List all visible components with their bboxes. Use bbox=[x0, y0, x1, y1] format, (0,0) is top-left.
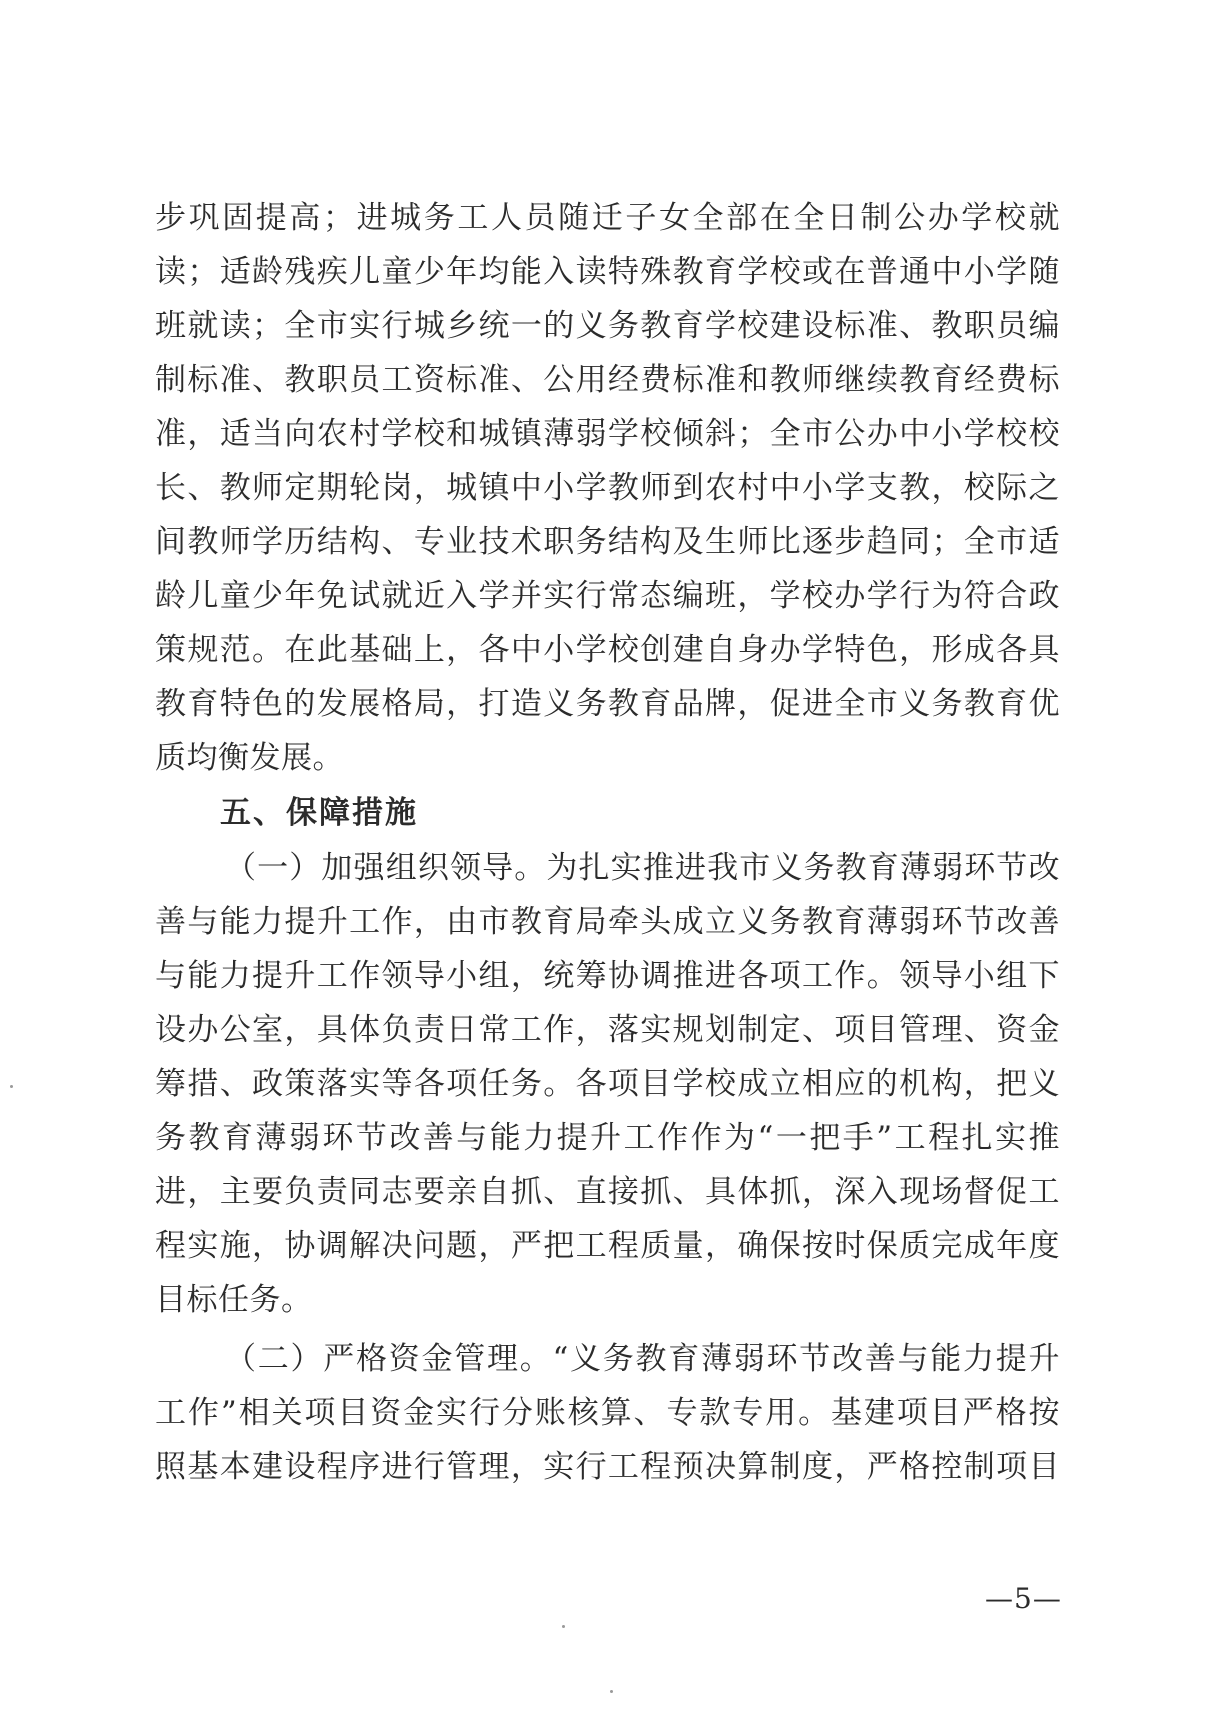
paragraph-1-line: 制标准、教职员工资标准、公用经费标准和教师继续教育经费标 bbox=[155, 362, 1060, 398]
paragraph-2-line: 筹措、政策落实等各项任务。各项目学校成立相应的机构，把义 bbox=[155, 1066, 1060, 1102]
paragraph-2-line: 务教育薄弱环节改善与能力提升工作作为“一把手”工程扎实推 bbox=[155, 1120, 1060, 1156]
page-number: —5— bbox=[985, 1582, 1062, 1615]
paragraph-1-line: 间教师学历结构、专业技术职务结构及生师比逐步趋同；全市适 bbox=[155, 524, 1060, 560]
paragraph-1-line: 质均衡发展。 bbox=[155, 740, 344, 776]
paragraph-1-line: 读；适龄残疾儿童少年均能入读特殊教育学校或在普通中小学随 bbox=[155, 254, 1060, 290]
paragraph-1-line: 长、教师定期轮岗，城镇中小学教师到农村中小学支教，校际之 bbox=[155, 470, 1060, 506]
paragraph-2-line: 善与能力提升工作，由市教育局牵头成立义务教育薄弱环节改善 bbox=[155, 904, 1060, 940]
paragraph-3-line: 照基本建设程序进行管理，实行工程预决算制度，严格控制项目 bbox=[155, 1449, 1060, 1485]
paragraph-2-line: （一）加强组织领导。为扎实推进我市义务教育薄弱环节改 bbox=[225, 850, 1060, 886]
paragraph-3-line: 工作”相关项目资金实行分账核算、专款专用。基建项目严格按 bbox=[155, 1395, 1060, 1431]
paragraph-2-line: 设办公室，具体负责日常工作，落实规划制定、项目管理、资金 bbox=[155, 1012, 1060, 1048]
scan-speck bbox=[562, 1625, 565, 1628]
scan-speck bbox=[610, 1690, 613, 1693]
paragraph-1-line: 准，适当向农村学校和城镇薄弱学校倾斜；全市公办中小学校校 bbox=[155, 416, 1060, 452]
paragraph-2-line: 目标任务。 bbox=[155, 1282, 313, 1318]
paragraph-2-line: 进，主要负责同志要亲自抓、直接抓、具体抓，深入现场督促工 bbox=[155, 1174, 1060, 1210]
scan-speck bbox=[10, 1085, 13, 1088]
paragraph-1-line: 教育特色的发展格局，打造义务教育品牌，促进全市义务教育优 bbox=[155, 686, 1060, 722]
paragraph-1-line: 策规范。在此基础上，各中小学校创建自身办学特色，形成各具 bbox=[155, 632, 1060, 668]
paragraph-1-line: 龄儿童少年免试就近入学并实行常态编班，学校办学行为符合政 bbox=[155, 578, 1060, 614]
section-heading: 五、保障措施 bbox=[220, 795, 418, 831]
paragraph-1-line: 步巩固提高；进城务工人员随迁子女全部在全日制公办学校就 bbox=[155, 200, 1060, 236]
paragraph-2-line: 程实施，协调解决问题，严把工程质量，确保按时保质完成年度 bbox=[155, 1228, 1060, 1264]
paragraph-2-line: 与能力提升工作领导小组，统筹协调推进各项工作。领导小组下 bbox=[155, 958, 1060, 994]
paragraph-3-line: （二）严格资金管理。“义务教育薄弱环节改善与能力提升 bbox=[225, 1341, 1060, 1377]
paragraph-1-line: 班就读；全市实行城乡统一的义务教育学校建设标准、教职员编 bbox=[155, 308, 1060, 344]
